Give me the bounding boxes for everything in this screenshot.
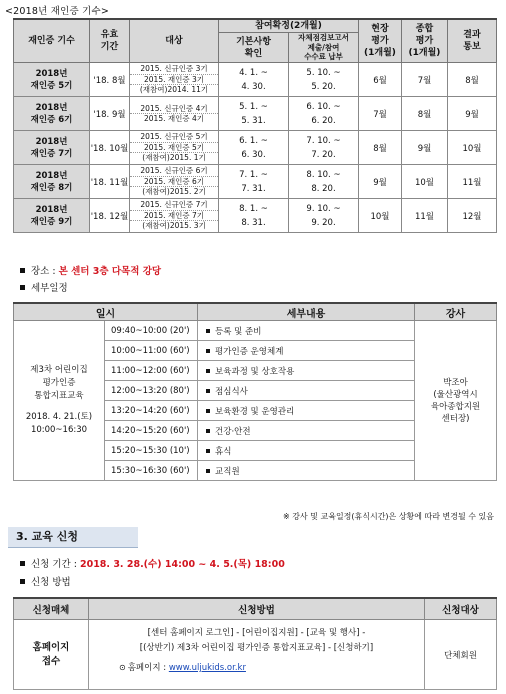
bullet-square-icon bbox=[20, 579, 25, 584]
application-period-label: 신청 기간 : bbox=[31, 559, 80, 570]
header-result-notice: 결과 통보 bbox=[448, 19, 497, 63]
basic-check-cell bbox=[219, 199, 289, 233]
target-cell bbox=[130, 63, 219, 97]
report-date-line: 6. 10. ~ bbox=[306, 101, 341, 112]
target-line: 2015. 신규인증 4기 bbox=[130, 104, 218, 115]
header-generation: 재인증 기수 bbox=[14, 19, 90, 63]
site-eval-cell: 9월 bbox=[359, 165, 402, 199]
schedule-row bbox=[14, 165, 497, 199]
time-cell: 14:20~15:20 (60') bbox=[105, 421, 198, 441]
content-cell bbox=[198, 381, 415, 401]
header-method: 신청방법 bbox=[89, 598, 425, 620]
generation-cell: 2018년 재인증 7기 bbox=[14, 131, 90, 165]
report-date-line: 8. 10. ~ bbox=[306, 169, 341, 180]
bullet-square-icon bbox=[206, 469, 210, 473]
content-text: 교직원 bbox=[215, 466, 240, 477]
time-cell: 15:20~15:30 (10') bbox=[105, 441, 198, 461]
homepage-link[interactable]: www.uljukids.or.kr bbox=[168, 663, 246, 673]
schedule-row bbox=[14, 131, 497, 165]
time-cell: 11:00~12:00 (60') bbox=[105, 361, 198, 381]
basic-date-line: 5. 1. ~ bbox=[239, 101, 268, 112]
target-cell: 단체회원 bbox=[425, 620, 497, 690]
overall-eval-cell: 8월 bbox=[402, 97, 448, 131]
header-valid-period: 유효 기간 bbox=[90, 19, 130, 63]
detail-schedule-line bbox=[20, 280, 68, 294]
event-datetime: 2018. 4. 21.(토) 10:00~16:30 bbox=[25, 412, 93, 435]
content-text: 점심식사 bbox=[215, 386, 248, 397]
generation-cell: 2018년 재인증 5기 bbox=[14, 63, 90, 97]
target-cell bbox=[130, 97, 219, 131]
medium-cell: 홈페이지 접수 bbox=[14, 620, 89, 690]
content-cell bbox=[198, 441, 415, 461]
valid-period-cell: '18. 9월 bbox=[90, 97, 130, 131]
home-bullet-icon: ⊙ bbox=[119, 663, 126, 672]
overall-eval-cell: 10월 bbox=[402, 165, 448, 199]
target-line: 2015. 재인증 4기 bbox=[144, 114, 204, 123]
content-cell bbox=[198, 341, 415, 361]
basic-date-line: 7. 31. bbox=[241, 183, 266, 194]
application-period-value: 2018. 3. 28.(수) 14:00 ~ 4. 5.(목) 18:00 bbox=[79, 559, 285, 570]
basic-date-line: 4. 30. bbox=[241, 81, 266, 92]
bullet-square-icon bbox=[206, 369, 210, 373]
content-cell bbox=[198, 361, 415, 381]
venue-value: 본 센터 3층 다목적 강당 bbox=[58, 266, 162, 277]
basic-date-line: 6. 30. bbox=[241, 149, 266, 160]
detail-schedule-label: 세부일정 bbox=[31, 283, 68, 294]
generation-cell: 2018년 재인증 9기 bbox=[14, 199, 90, 233]
method-line-2: [(상반기) 제3차 어린이집 평가인증 통합지표교육] - [신청하기] bbox=[139, 643, 374, 653]
target-line: (재참여)2015. 2기 bbox=[142, 187, 206, 197]
target-line: 2015. 신규인증 7기 bbox=[130, 200, 218, 211]
time-cell: 12:00~13:20 (80') bbox=[105, 381, 198, 401]
basic-check-cell bbox=[219, 63, 289, 97]
header-basic-check: 기본사항 확인 bbox=[219, 33, 289, 63]
lecturer-cell: 박조아 (울산광역시 육아종합지원 센터장) bbox=[415, 321, 497, 481]
bullet-square-icon bbox=[20, 561, 25, 566]
schedule-caption: <2018년 재인증 기수> bbox=[5, 6, 109, 17]
bullet-square-icon bbox=[20, 268, 25, 273]
header-lecturer: 강사 bbox=[415, 303, 497, 321]
basic-check-cell bbox=[219, 165, 289, 199]
application-method-label: 신청 방법 bbox=[31, 577, 71, 588]
site-eval-cell: 6월 bbox=[359, 63, 402, 97]
report-date-line: 9. 20. bbox=[311, 217, 336, 228]
basic-date-line: 5. 31. bbox=[241, 115, 266, 126]
method-line-1: [센터 홈페이지 로그인] - [어린이집지원] - [교육 및 행사] - bbox=[147, 628, 366, 638]
time-cell: 10:00~11:00 (60') bbox=[105, 341, 198, 361]
content-text: 보육과정 및 상호작용 bbox=[215, 366, 295, 377]
content-cell bbox=[198, 461, 415, 481]
homepage-label: 홈페이지 : bbox=[127, 663, 169, 673]
result-cell: 10월 bbox=[448, 131, 497, 165]
basic-date-line: 4. 1. ~ bbox=[239, 67, 268, 78]
time-cell: 09:40~10:00 (20') bbox=[105, 321, 198, 341]
target-cell bbox=[130, 199, 219, 233]
reaccreditation-schedule-table bbox=[13, 18, 497, 233]
detail-schedule-table bbox=[13, 302, 497, 481]
basic-check-cell bbox=[219, 131, 289, 165]
section-title: 3. 교육 신청 bbox=[8, 527, 138, 548]
bullet-square-icon bbox=[206, 329, 210, 333]
valid-period-cell: '18. 11월 bbox=[90, 165, 130, 199]
target-line: 2015. 신규인증 5기 bbox=[130, 132, 218, 143]
content-cell bbox=[198, 321, 415, 341]
header-site-evaluation: 현장 평가 (1개월) bbox=[359, 19, 402, 63]
target-line: 2015. 재인증 5기 bbox=[130, 143, 218, 154]
report-date-line: 7. 10. ~ bbox=[306, 135, 341, 146]
header-date: 일시 bbox=[14, 303, 198, 321]
self-report-cell bbox=[289, 63, 359, 97]
target-line: 2015. 재인증 6기 bbox=[130, 177, 218, 188]
event-title: 제3차 어린이집 평가인증 통합지표교육 bbox=[30, 365, 88, 401]
header-application-target: 신청대상 bbox=[425, 598, 497, 620]
site-eval-cell: 10월 bbox=[359, 199, 402, 233]
target-cell bbox=[130, 131, 219, 165]
overall-eval-cell: 11월 bbox=[402, 199, 448, 233]
self-report-cell bbox=[289, 97, 359, 131]
application-table bbox=[13, 597, 497, 690]
target-line: (재참여)2015. 3기 bbox=[142, 221, 206, 231]
application-method-line bbox=[20, 574, 71, 588]
time-cell: 15:30~16:30 (60') bbox=[105, 461, 198, 481]
method-cell bbox=[89, 620, 425, 690]
overall-eval-cell: 9월 bbox=[402, 131, 448, 165]
content-text: 건강·안전 bbox=[215, 426, 251, 437]
content-cell bbox=[198, 401, 415, 421]
site-eval-cell: 7월 bbox=[359, 97, 402, 131]
report-date-line: 7. 20. bbox=[311, 149, 336, 160]
content-text: 평가인증 운영체계 bbox=[215, 346, 284, 357]
content-text: 휴식 bbox=[215, 446, 232, 457]
detail-row bbox=[14, 321, 497, 341]
result-cell: 8월 bbox=[448, 63, 497, 97]
schedule-row bbox=[14, 97, 497, 131]
valid-period-cell: '18. 8월 bbox=[90, 63, 130, 97]
target-line: (재참여)2014. 11기 bbox=[139, 85, 209, 95]
report-date-line: 6. 20. bbox=[311, 115, 336, 126]
self-report-cell bbox=[289, 199, 359, 233]
basic-date-line: 6. 1. ~ bbox=[239, 135, 268, 146]
result-cell: 9월 bbox=[448, 97, 497, 131]
venue-label: 장소 : bbox=[31, 266, 59, 277]
header-overall-evaluation: 종합 평가 (1개월) bbox=[402, 19, 448, 63]
content-text: 등록 및 준비 bbox=[215, 326, 262, 337]
bullet-square-icon bbox=[206, 389, 210, 393]
bullet-square-icon bbox=[206, 429, 210, 433]
report-date-line: 8. 20. bbox=[311, 183, 336, 194]
header-content: 세부내용 bbox=[198, 303, 415, 321]
basic-date-line: 8. 31. bbox=[241, 217, 266, 228]
venue-line bbox=[20, 263, 161, 277]
header-target: 대상 bbox=[130, 19, 219, 63]
bullet-square-icon bbox=[206, 349, 210, 353]
header-medium: 신청매체 bbox=[14, 598, 89, 620]
basic-check-cell bbox=[219, 97, 289, 131]
overall-eval-cell: 7월 bbox=[402, 63, 448, 97]
homepage-line bbox=[89, 660, 424, 676]
self-report-cell bbox=[289, 131, 359, 165]
valid-period-cell: '18. 12월 bbox=[90, 199, 130, 233]
content-cell bbox=[198, 421, 415, 441]
application-period-line bbox=[20, 556, 285, 570]
bullet-square-icon bbox=[206, 449, 210, 453]
target-cell bbox=[130, 165, 219, 199]
schedule-row bbox=[14, 63, 497, 97]
target-line: 2015. 재인증 3기 bbox=[130, 75, 218, 86]
target-line: 2015. 신규인증 6기 bbox=[130, 166, 218, 177]
generation-cell: 2018년 재인증 6기 bbox=[14, 97, 90, 131]
content-text: 보육환경 및 운영관리 bbox=[215, 406, 295, 417]
generation-cell: 2018년 재인증 8기 bbox=[14, 165, 90, 199]
report-date-line: 9. 10. ~ bbox=[306, 203, 341, 214]
target-line: 2015. 재인증 7기 bbox=[130, 211, 218, 222]
target-line: (재참여)2015. 1기 bbox=[142, 153, 206, 163]
report-date-line: 5. 10. ~ bbox=[306, 67, 341, 78]
event-cell bbox=[14, 321, 105, 481]
basic-date-line: 8. 1. ~ bbox=[239, 203, 268, 214]
valid-period-cell: '18. 10월 bbox=[90, 131, 130, 165]
site-eval-cell: 8월 bbox=[359, 131, 402, 165]
bullet-square-icon bbox=[206, 409, 210, 413]
schedule-row bbox=[14, 199, 497, 233]
bullet-square-icon bbox=[20, 285, 25, 290]
result-cell: 12월 bbox=[448, 199, 497, 233]
self-report-cell bbox=[289, 165, 359, 199]
basic-date-line: 7. 1. ~ bbox=[239, 169, 268, 180]
time-cell: 13:20~14:20 (60') bbox=[105, 401, 198, 421]
report-date-line: 5. 20. bbox=[311, 81, 336, 92]
target-line: 2015. 신규인증 3기 bbox=[130, 64, 218, 75]
result-cell: 11월 bbox=[448, 165, 497, 199]
schedule-change-note: ※ 강사 및 교육일정(휴식시간)은 상황에 따라 변경될 수 있음 bbox=[282, 512, 494, 521]
header-self-report: 자체점검보고서 제출/참여 수수료 납부 bbox=[289, 33, 359, 63]
header-participation: 참여확정(2개월) bbox=[219, 19, 359, 33]
